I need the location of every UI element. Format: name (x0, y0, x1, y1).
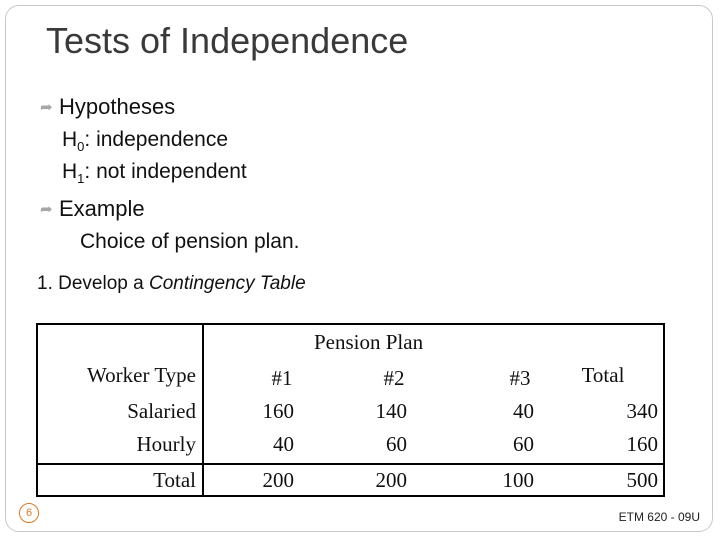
bullet-example (40, 196, 145, 222)
h0-prefix: H (62, 128, 78, 151)
h1-subscript: 1 (77, 171, 85, 187)
hypothesis-null (62, 128, 228, 154)
table-divider-vertical (202, 323, 204, 497)
cell-salaried-2: 140 (375, 399, 407, 423)
h0-text: : independence (84, 128, 229, 151)
pension-plan-header: Pension Plan (314, 330, 424, 354)
example-text: Choice of pension plan. (80, 230, 300, 253)
table-border-top (36, 323, 665, 325)
column-header-3: #3 (509, 366, 531, 390)
table-border-left (36, 323, 38, 497)
step-emphasis: Contingency Table (148, 273, 306, 294)
table-border-bottom (36, 495, 665, 497)
row-label-salaried: Salaried (127, 399, 196, 423)
h1-text: : not independent (84, 160, 247, 183)
contingency-table (36, 323, 665, 497)
step-heading (37, 273, 306, 295)
bullet-hypotheses (40, 94, 175, 120)
cell-salaried-1: 160 (262, 399, 294, 423)
slide-title: Tests of Independence (46, 20, 409, 61)
cell-total-2: 200 (375, 468, 407, 492)
worker-type-header: Worker Type (87, 363, 196, 387)
h1-prefix: H (62, 160, 78, 183)
row-label-hourly: Hourly (136, 432, 196, 456)
page-number: 6 (19, 503, 39, 523)
bullet-example-label: Example (59, 196, 145, 221)
table-border-right (663, 323, 665, 497)
cell-total-3: 100 (502, 468, 534, 492)
row-label-total: Total (153, 468, 196, 492)
cell-grand-total: 500 (626, 468, 658, 492)
step-prefix: 1. Develop a (37, 273, 149, 294)
cell-salaried-3: 40 (513, 399, 534, 423)
column-header-1: #1 (271, 366, 293, 390)
cell-hourly-2: 60 (386, 432, 407, 456)
h0-subscript: 0 (77, 139, 85, 155)
cell-hourly-total: 160 (626, 432, 658, 456)
cell-hourly-1: 40 (273, 432, 294, 456)
footer-course-code: ETM 620 - 09U (618, 510, 700, 524)
cell-hourly-3: 60 (513, 432, 534, 456)
table-divider-totals (36, 463, 665, 465)
bullet-hypotheses-label: Hypotheses (59, 94, 176, 119)
column-header-total: Total (581, 363, 625, 387)
column-header-2: #2 (383, 366, 405, 390)
cell-salaried-total: 340 (626, 399, 658, 423)
bullet-arrow-icon: ➦ (40, 201, 53, 218)
bullet-arrow-icon: ➦ (40, 99, 53, 116)
hypothesis-alternative (62, 160, 247, 186)
cell-total-1: 200 (262, 468, 294, 492)
